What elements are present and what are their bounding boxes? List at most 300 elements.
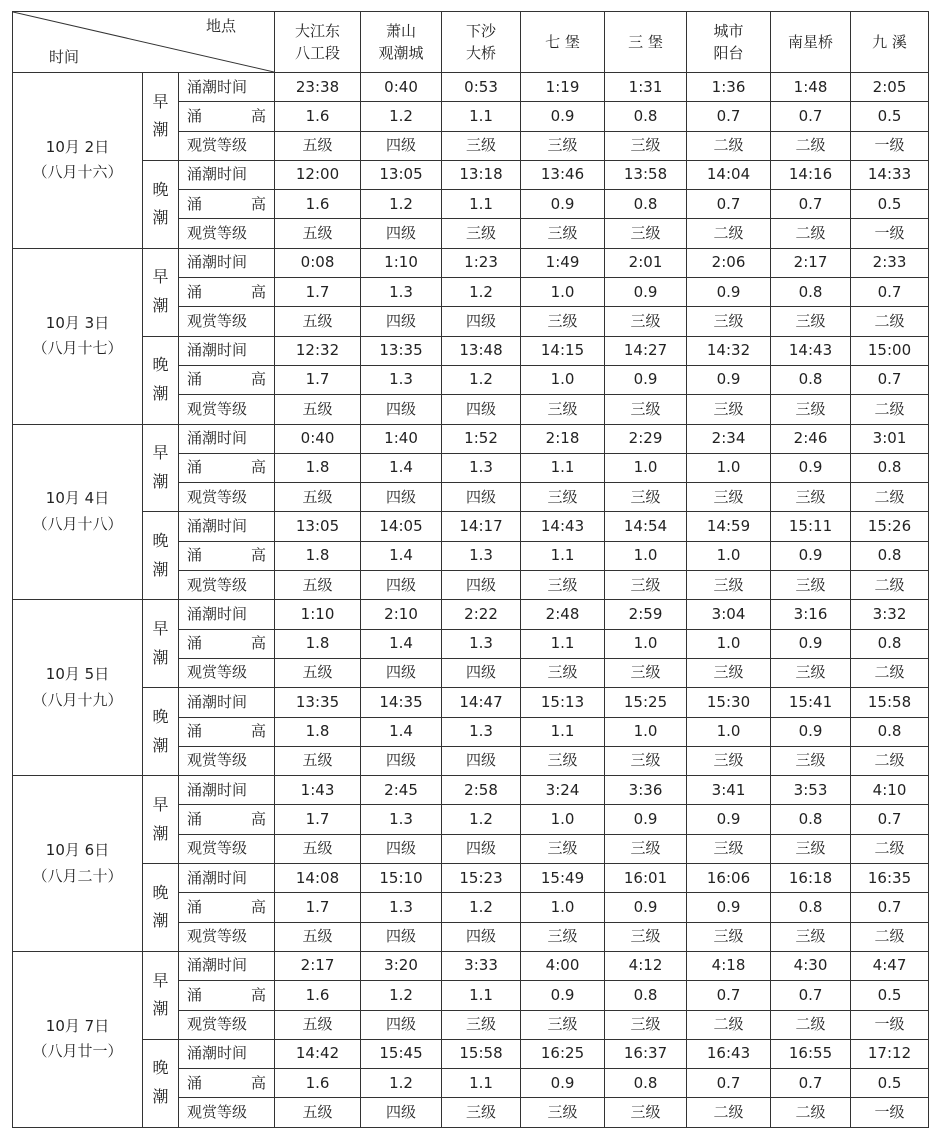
value-cell: 二级 <box>771 1098 851 1127</box>
value-cell: 1.7 <box>275 278 361 307</box>
value-cell: 三级 <box>521 658 605 687</box>
value-cell: 三级 <box>687 658 771 687</box>
tide-time-row <box>13 512 929 541</box>
value-cell: 四级 <box>361 746 442 775</box>
value-cell: 14:33 <box>851 160 929 189</box>
value-cell: 二级 <box>851 395 929 424</box>
value-cell: 0.7 <box>687 1069 771 1098</box>
value-cell: 0.7 <box>687 102 771 131</box>
tide-time-row <box>13 864 929 893</box>
value-cell: 五级 <box>275 131 361 160</box>
row-label: 涌 高 <box>179 278 275 307</box>
row-label: 观赏等级 <box>179 1098 275 1127</box>
value-cell: 1:31 <box>605 73 687 102</box>
row-label: 涌 高 <box>179 893 275 922</box>
value-cell: 1:40 <box>361 424 442 453</box>
value-cell: 0:53 <box>442 73 521 102</box>
value-cell: 三级 <box>687 834 771 863</box>
value-cell: 五级 <box>275 395 361 424</box>
value-cell: 15:10 <box>361 864 442 893</box>
evening-tide-label: 晚 潮 <box>143 688 179 776</box>
value-cell: 1.0 <box>605 629 687 658</box>
row-label: 涌潮时间 <box>179 1039 275 1068</box>
value-cell: 1.3 <box>442 717 521 746</box>
date-label: 10月 3日 <box>45 313 110 332</box>
value-cell: 0.5 <box>851 102 929 131</box>
value-cell: 2:46 <box>771 424 851 453</box>
value-cell: 16:06 <box>687 864 771 893</box>
value-cell: 二级 <box>687 1010 771 1039</box>
value-cell: 1.1 <box>521 453 605 482</box>
row-label: 涌潮时间 <box>179 424 275 453</box>
value-cell: 4:00 <box>521 951 605 980</box>
value-cell: 15:41 <box>771 688 851 717</box>
value-cell: 三级 <box>521 307 605 336</box>
value-cell: 0.9 <box>605 893 687 922</box>
value-cell: 0.9 <box>521 981 605 1010</box>
value-cell: 1.8 <box>275 541 361 570</box>
value-cell: 1.3 <box>442 629 521 658</box>
value-cell: 16:18 <box>771 864 851 893</box>
value-cell: 三级 <box>605 307 687 336</box>
value-cell: 15:25 <box>605 688 687 717</box>
value-cell: 二级 <box>851 658 929 687</box>
row-label: 涌 高 <box>179 102 275 131</box>
value-cell: 0.9 <box>605 805 687 834</box>
value-cell: 三级 <box>521 571 605 600</box>
value-cell: 0.8 <box>851 629 929 658</box>
value-cell: 17:12 <box>851 1039 929 1068</box>
value-cell: 0.7 <box>851 805 929 834</box>
value-cell: 0.5 <box>851 981 929 1010</box>
tide-time-row <box>13 1039 929 1068</box>
value-cell: 三级 <box>687 746 771 775</box>
value-cell: 1.1 <box>442 190 521 219</box>
value-cell: 0.5 <box>851 190 929 219</box>
value-cell: 2:06 <box>687 248 771 277</box>
tide-time-row <box>13 160 929 189</box>
date-cell <box>13 951 143 1127</box>
value-cell: 五级 <box>275 1098 361 1127</box>
value-cell: 14:32 <box>687 336 771 365</box>
value-cell: 14:59 <box>687 512 771 541</box>
location-header: 城市 阳台 <box>687 12 771 73</box>
row-label: 观赏等级 <box>179 395 275 424</box>
value-cell: 0.7 <box>851 365 929 394</box>
value-cell: 1.4 <box>361 717 442 746</box>
value-cell: 0:08 <box>275 248 361 277</box>
value-cell: 四级 <box>361 307 442 336</box>
value-cell: 12:32 <box>275 336 361 365</box>
value-cell: 四级 <box>361 395 442 424</box>
value-cell: 3:33 <box>442 951 521 980</box>
location-header: 七 堡 <box>521 12 605 73</box>
value-cell: 四级 <box>442 746 521 775</box>
value-cell: 0.8 <box>771 365 851 394</box>
value-cell: 1:19 <box>521 73 605 102</box>
value-cell: 四级 <box>442 571 521 600</box>
value-cell: 一级 <box>851 1098 929 1127</box>
value-cell: 1.6 <box>275 981 361 1010</box>
value-cell: 13:58 <box>605 160 687 189</box>
value-cell: 0.8 <box>771 893 851 922</box>
value-cell: 2:48 <box>521 600 605 629</box>
value-cell: 16:43 <box>687 1039 771 1068</box>
value-cell: 15:58 <box>851 688 929 717</box>
lunar-date-label: （八月二十） <box>32 866 123 885</box>
row-label: 涌 高 <box>179 805 275 834</box>
value-cell: 二级 <box>851 307 929 336</box>
value-cell: 14:35 <box>361 688 442 717</box>
date-label: 10月 7日 <box>45 1016 110 1035</box>
value-cell: 15:30 <box>687 688 771 717</box>
row-label: 涌 高 <box>179 453 275 482</box>
value-cell: 1.0 <box>521 893 605 922</box>
value-cell: 一级 <box>851 1010 929 1039</box>
tide-time-row <box>13 336 929 365</box>
value-cell: 四级 <box>442 658 521 687</box>
value-cell: 三级 <box>605 571 687 600</box>
value-cell: 12:00 <box>275 160 361 189</box>
value-cell: 0.9 <box>521 190 605 219</box>
value-cell: 1.4 <box>361 453 442 482</box>
value-cell: 1.4 <box>361 541 442 570</box>
value-cell: 0.8 <box>851 717 929 746</box>
tide-time-row <box>13 424 929 453</box>
value-cell: 4:18 <box>687 951 771 980</box>
row-label: 观赏等级 <box>179 483 275 512</box>
value-cell: 1:43 <box>275 776 361 805</box>
value-cell: 2:01 <box>605 248 687 277</box>
row-label: 观赏等级 <box>179 219 275 248</box>
value-cell: 三级 <box>521 131 605 160</box>
value-cell: 三级 <box>771 307 851 336</box>
value-cell: 16:35 <box>851 864 929 893</box>
evening-tide-label: 晚 潮 <box>143 864 179 952</box>
value-cell: 0.9 <box>521 1069 605 1098</box>
row-label: 涌潮时间 <box>179 776 275 805</box>
value-cell: 0.7 <box>771 190 851 219</box>
value-cell: 3:53 <box>771 776 851 805</box>
value-cell: 13:48 <box>442 336 521 365</box>
value-cell: 1:36 <box>687 73 771 102</box>
date-cell <box>13 776 143 952</box>
row-label: 涌潮时间 <box>179 160 275 189</box>
value-cell: 三级 <box>521 219 605 248</box>
value-cell: 1.2 <box>361 981 442 1010</box>
value-cell: 1.8 <box>275 453 361 482</box>
value-cell: 0.7 <box>687 981 771 1010</box>
value-cell: 二级 <box>851 746 929 775</box>
evening-tide-label: 晚 潮 <box>143 336 179 424</box>
tide-time-row <box>13 73 929 102</box>
value-cell: 三级 <box>771 483 851 512</box>
tide-time-row <box>13 600 929 629</box>
date-cell <box>13 600 143 776</box>
tide-time-row <box>13 776 929 805</box>
value-cell: 三级 <box>605 1098 687 1127</box>
value-cell: 三级 <box>605 922 687 951</box>
row-label: 涌潮时间 <box>179 600 275 629</box>
value-cell: 0.9 <box>771 453 851 482</box>
value-cell: 1.2 <box>442 278 521 307</box>
value-cell: 0.8 <box>605 981 687 1010</box>
value-cell: 三级 <box>687 307 771 336</box>
value-cell: 三级 <box>605 746 687 775</box>
value-cell: 0.7 <box>851 893 929 922</box>
value-cell: 13:18 <box>442 160 521 189</box>
value-cell: 13:35 <box>275 688 361 717</box>
value-cell: 五级 <box>275 571 361 600</box>
date-label: 10月 6日 <box>45 841 110 860</box>
date-cell <box>13 424 143 600</box>
value-cell: 14:17 <box>442 512 521 541</box>
row-label: 涌潮时间 <box>179 688 275 717</box>
value-cell: 14:04 <box>687 160 771 189</box>
value-cell: 16:25 <box>521 1039 605 1068</box>
lunar-date-label: （八月十八） <box>32 514 123 533</box>
value-cell: 0:40 <box>361 73 442 102</box>
value-cell: 1.3 <box>361 278 442 307</box>
value-cell: 1.0 <box>687 629 771 658</box>
value-cell: 14:43 <box>771 336 851 365</box>
value-cell: 1.3 <box>361 365 442 394</box>
value-cell: 四级 <box>442 922 521 951</box>
value-cell: 0.9 <box>521 102 605 131</box>
value-cell: 3:41 <box>687 776 771 805</box>
value-cell: 1.0 <box>687 453 771 482</box>
value-cell: 1.7 <box>275 805 361 834</box>
value-cell: 1.2 <box>442 805 521 834</box>
value-cell: 四级 <box>361 1098 442 1127</box>
value-cell: 四级 <box>361 922 442 951</box>
value-cell: 14:16 <box>771 160 851 189</box>
value-cell: 15:45 <box>361 1039 442 1068</box>
tide-schedule-table <box>12 11 929 1128</box>
value-cell: 3:04 <box>687 600 771 629</box>
value-cell: 0.9 <box>687 805 771 834</box>
value-cell: 1:49 <box>521 248 605 277</box>
value-cell: 1.2 <box>361 1069 442 1098</box>
value-cell: 四级 <box>442 307 521 336</box>
lunar-date-label: （八月十七） <box>32 339 123 358</box>
value-cell: 三级 <box>521 834 605 863</box>
row-label: 涌潮时间 <box>179 512 275 541</box>
value-cell: 0.7 <box>687 190 771 219</box>
value-cell: 1.2 <box>361 102 442 131</box>
value-cell: 0.7 <box>771 102 851 131</box>
row-label: 观赏等级 <box>179 922 275 951</box>
value-cell: 13:46 <box>521 160 605 189</box>
value-cell: 五级 <box>275 219 361 248</box>
value-cell: 14:15 <box>521 336 605 365</box>
value-cell: 16:37 <box>605 1039 687 1068</box>
value-cell: 2:22 <box>442 600 521 629</box>
value-cell: 0.9 <box>605 278 687 307</box>
value-cell: 1.2 <box>442 365 521 394</box>
location-header: 南星桥 <box>771 12 851 73</box>
morning-tide-label: 早 潮 <box>143 248 179 336</box>
value-cell: 14:08 <box>275 864 361 893</box>
value-cell: 3:20 <box>361 951 442 980</box>
value-cell: 1.6 <box>275 1069 361 1098</box>
value-cell: 四级 <box>361 131 442 160</box>
time-axis-label: 时间 <box>49 47 80 66</box>
value-cell: 三级 <box>771 834 851 863</box>
value-cell: 16:01 <box>605 864 687 893</box>
value-cell: 4:12 <box>605 951 687 980</box>
value-cell: 1.8 <box>275 717 361 746</box>
morning-tide-label: 早 潮 <box>143 600 179 688</box>
value-cell: 三级 <box>521 1098 605 1127</box>
value-cell: 四级 <box>442 483 521 512</box>
value-cell: 0.9 <box>771 629 851 658</box>
value-cell: 1.8 <box>275 629 361 658</box>
value-cell: 14:42 <box>275 1039 361 1068</box>
value-cell: 1.4 <box>361 629 442 658</box>
evening-tide-label: 晚 潮 <box>143 160 179 248</box>
value-cell: 0.9 <box>687 278 771 307</box>
value-cell: 五级 <box>275 746 361 775</box>
value-cell: 2:17 <box>275 951 361 980</box>
value-cell: 三级 <box>605 483 687 512</box>
value-cell: 0.8 <box>771 278 851 307</box>
value-cell: 0.8 <box>851 541 929 570</box>
value-cell: 2:34 <box>687 424 771 453</box>
value-cell: 0.9 <box>605 365 687 394</box>
value-cell: 二级 <box>851 483 929 512</box>
morning-tide-label: 早 潮 <box>143 424 179 512</box>
morning-tide-label: 早 潮 <box>143 951 179 1039</box>
value-cell: 1.0 <box>687 717 771 746</box>
value-cell: 四级 <box>361 571 442 600</box>
value-cell: 1.7 <box>275 893 361 922</box>
lunar-date-label: （八月十六） <box>32 163 123 182</box>
value-cell: 1.2 <box>361 190 442 219</box>
row-label: 涌 高 <box>179 190 275 219</box>
value-cell: 二级 <box>771 131 851 160</box>
value-cell: 23:38 <box>275 73 361 102</box>
value-cell: 3:24 <box>521 776 605 805</box>
value-cell: 1.3 <box>361 805 442 834</box>
value-cell: 15:58 <box>442 1039 521 1068</box>
morning-tide-label: 早 潮 <box>143 73 179 161</box>
tide-time-row <box>13 248 929 277</box>
value-cell: 二级 <box>687 1098 771 1127</box>
value-cell: 三级 <box>771 395 851 424</box>
date-label: 10月 4日 <box>45 489 110 508</box>
location-header: 三 堡 <box>605 12 687 73</box>
value-cell: 1.1 <box>521 717 605 746</box>
row-label: 涌 高 <box>179 717 275 746</box>
value-cell: 二级 <box>851 922 929 951</box>
value-cell: 2:45 <box>361 776 442 805</box>
value-cell: 二级 <box>771 1010 851 1039</box>
value-cell: 0.7 <box>851 278 929 307</box>
value-cell: 三级 <box>521 483 605 512</box>
value-cell: 2:33 <box>851 248 929 277</box>
value-cell: 2:59 <box>605 600 687 629</box>
location-header: 大江东 八工段 <box>275 12 361 73</box>
value-cell: 15:00 <box>851 336 929 365</box>
lunar-date-label: （八月廿一） <box>32 1042 123 1061</box>
header-row <box>13 12 929 73</box>
value-cell: 1:48 <box>771 73 851 102</box>
value-cell: 三级 <box>605 219 687 248</box>
row-label: 涌 高 <box>179 541 275 570</box>
value-cell: 0.5 <box>851 1069 929 1098</box>
value-cell: 0.8 <box>771 805 851 834</box>
row-label: 观赏等级 <box>179 571 275 600</box>
value-cell: 3:01 <box>851 424 929 453</box>
value-cell: 1.1 <box>521 541 605 570</box>
value-cell: 2:17 <box>771 248 851 277</box>
value-cell: 15:11 <box>771 512 851 541</box>
value-cell: 15:26 <box>851 512 929 541</box>
evening-tide-label: 晚 潮 <box>143 1039 179 1127</box>
location-axis-label: 地点 <box>206 17 237 35</box>
value-cell: 0.9 <box>771 541 851 570</box>
value-cell: 1.7 <box>275 365 361 394</box>
location-header: 下沙 大桥 <box>442 12 521 73</box>
value-cell: 13:35 <box>361 336 442 365</box>
value-cell: 1.3 <box>442 453 521 482</box>
value-cell: 1.6 <box>275 190 361 219</box>
value-cell: 2:29 <box>605 424 687 453</box>
value-cell: 一级 <box>851 219 929 248</box>
lunar-date-label: （八月十九） <box>32 690 123 709</box>
value-cell: 1.0 <box>521 805 605 834</box>
value-cell: 1:10 <box>361 248 442 277</box>
value-cell: 0.7 <box>771 1069 851 1098</box>
value-cell: 15:13 <box>521 688 605 717</box>
value-cell: 2:58 <box>442 776 521 805</box>
value-cell: 三级 <box>442 1098 521 1127</box>
value-cell: 1.0 <box>605 541 687 570</box>
value-cell: 1:23 <box>442 248 521 277</box>
row-label: 涌潮时间 <box>179 864 275 893</box>
value-cell: 14:27 <box>605 336 687 365</box>
value-cell: 一级 <box>851 131 929 160</box>
evening-tide-label: 晚 潮 <box>143 512 179 600</box>
value-cell: 三级 <box>521 922 605 951</box>
value-cell: 1.3 <box>361 893 442 922</box>
value-cell: 三级 <box>687 483 771 512</box>
value-cell: 三级 <box>771 922 851 951</box>
value-cell: 3:36 <box>605 776 687 805</box>
row-label: 观赏等级 <box>179 1010 275 1039</box>
value-cell: 14:47 <box>442 688 521 717</box>
value-cell: 二级 <box>851 834 929 863</box>
value-cell: 0.8 <box>605 1069 687 1098</box>
value-cell: 0.8 <box>605 102 687 131</box>
value-cell: 0.9 <box>771 717 851 746</box>
value-cell: 1.0 <box>521 365 605 394</box>
value-cell: 五级 <box>275 307 361 336</box>
row-label: 涌潮时间 <box>179 248 275 277</box>
value-cell: 五级 <box>275 658 361 687</box>
location-header: 萧山 观潮城 <box>361 12 442 73</box>
value-cell: 四级 <box>361 658 442 687</box>
date-label: 10月 5日 <box>45 665 110 684</box>
value-cell: 2:05 <box>851 73 929 102</box>
row-label: 观赏等级 <box>179 658 275 687</box>
value-cell: 二级 <box>687 131 771 160</box>
value-cell: 四级 <box>361 483 442 512</box>
value-cell: 五级 <box>275 1010 361 1039</box>
value-cell: 三级 <box>771 658 851 687</box>
value-cell: 1.0 <box>605 453 687 482</box>
